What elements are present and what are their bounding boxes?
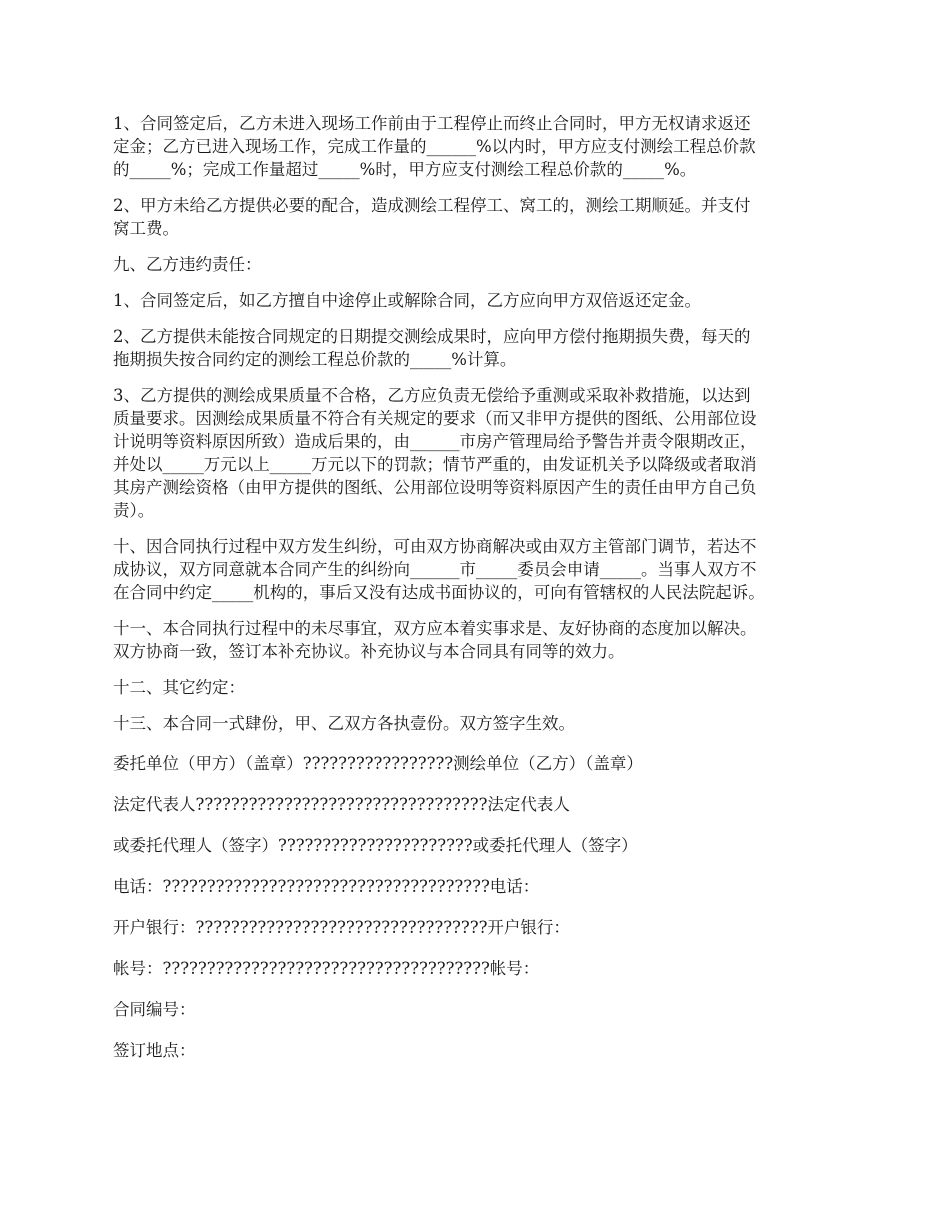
section-paragraph-10 xyxy=(113,535,839,604)
section-heading-12 xyxy=(113,676,839,699)
text-line: 定金；乙方已进入现场工作，完成工作量的______%以内时，甲方应支付测绘工程总价款 xyxy=(113,137,756,156)
text-line: 其房产测绘资格（由甲方提供的图纸、公用部位设明等资料原因产生的责任由甲方自己负 xyxy=(113,478,757,497)
signature-line-phone: 电话：?????????????????????????????????????电话： xyxy=(113,877,540,896)
clause-paragraph-1 xyxy=(113,112,839,181)
text-line: 双方协商一致，签订本补充协议。补充协议与本合同具有同等的效力。 xyxy=(113,642,625,661)
signature-line-authorized-agent: 或委托代理人（签字）??????????????????????或委托代理人（签字） xyxy=(113,836,638,855)
text-line: 的_____%；完成工作量超过_____%时，甲方应支付测绘工程总价款的_____%。 xyxy=(113,160,697,179)
contract-number-line: 合同编号： xyxy=(113,1000,196,1019)
signature-line-account: 帐号：?????????????????????????????????????帐号： xyxy=(113,959,540,978)
clause-paragraph-9-3 xyxy=(113,384,839,522)
text-line: 责）。 xyxy=(113,501,155,520)
text-line: 2、甲方未给乙方提供必要的配合，造成测绘工程停工、窝工的，测绘工期顺延。并支付 xyxy=(113,196,751,215)
text-line: 在合同中约定_____机构的，事后又没有达成书面协议的，可向有管辖权的人民法院起诉。 xyxy=(113,583,765,602)
text-line: 十三、本合同一式肆份，甲、乙双方各执壹份。双方签字生效。 xyxy=(113,714,575,733)
text-line: 1、合同签定后，乙方未进入现场工作前由于工程停止而终止合同时，甲方无权请求返还 xyxy=(113,114,751,133)
signature-line-entrusting-party: 委托单位（甲方）（盖章）?????????????????测绘单位（乙方）（盖章） xyxy=(113,754,643,773)
clause-paragraph-9-2 xyxy=(113,325,839,371)
section-paragraph-11 xyxy=(113,617,839,663)
text-line: 拖期损失按合同约定的测绘工程总价款的_____%计算。 xyxy=(113,350,517,369)
clause-paragraph-2 xyxy=(113,194,839,240)
text-line: 十一、本合同执行过程中的未尽事宜，双方应本着实事求是、友好协商的态度加以解决。 xyxy=(113,619,757,638)
signing-location-line: 签订地点： xyxy=(113,1041,196,1060)
text-line: 十、因合同执行过程中双方发生纠纷，可由双方协商解决或由双方主管部门调节，若达不 xyxy=(113,537,757,556)
text-line: 3、乙方提供的测绘成果质量不合格，乙方应负责无偿给予重测或采取补救措施，以达到 xyxy=(113,386,751,405)
text-line: 窝工费。 xyxy=(113,219,179,238)
text-line: 1、合同签定后，如乙方擅自中途停止或解除合同，乙方应向甲方双倍返还定金。 xyxy=(113,291,701,310)
text-line: 质量要求。因测绘成果质量不符合有关规定的要求（而又非甲方提供的图纸、公用部位设 xyxy=(113,409,757,428)
text-line: 计说明等资料原因所致）造成后果的，由______市房产管理局给予警告并责令限期改正， xyxy=(113,432,757,451)
text-line: 并处以_____万元以上_____万元以下的罚款；情节严重的，由发证机关予以降级或者取消 xyxy=(113,455,757,474)
text-line: 九、乙方违约责任： xyxy=(113,255,262,274)
text-line: 2、乙方提供未能按合同规定的日期提交测绘成果时，应向甲方偿付拖期损失费，每天的 xyxy=(113,327,751,346)
text-line: 十二、其它约定： xyxy=(113,678,245,697)
contract-page xyxy=(113,112,839,1080)
clause-paragraph-9-1 xyxy=(113,289,839,312)
text-line: 成协议，双方同意就本合同产生的纠纷向______市_____委员会申请_____。当事人双方不 xyxy=(113,560,757,579)
section-heading-9 xyxy=(113,253,839,276)
signature-line-bank: 开户银行：?????????????????????????????????开户银行： xyxy=(113,918,570,937)
section-paragraph-13 xyxy=(113,712,839,735)
signature-line-legal-representative: 法定代表人?????????????????????????????????法定代表人 xyxy=(113,795,570,814)
